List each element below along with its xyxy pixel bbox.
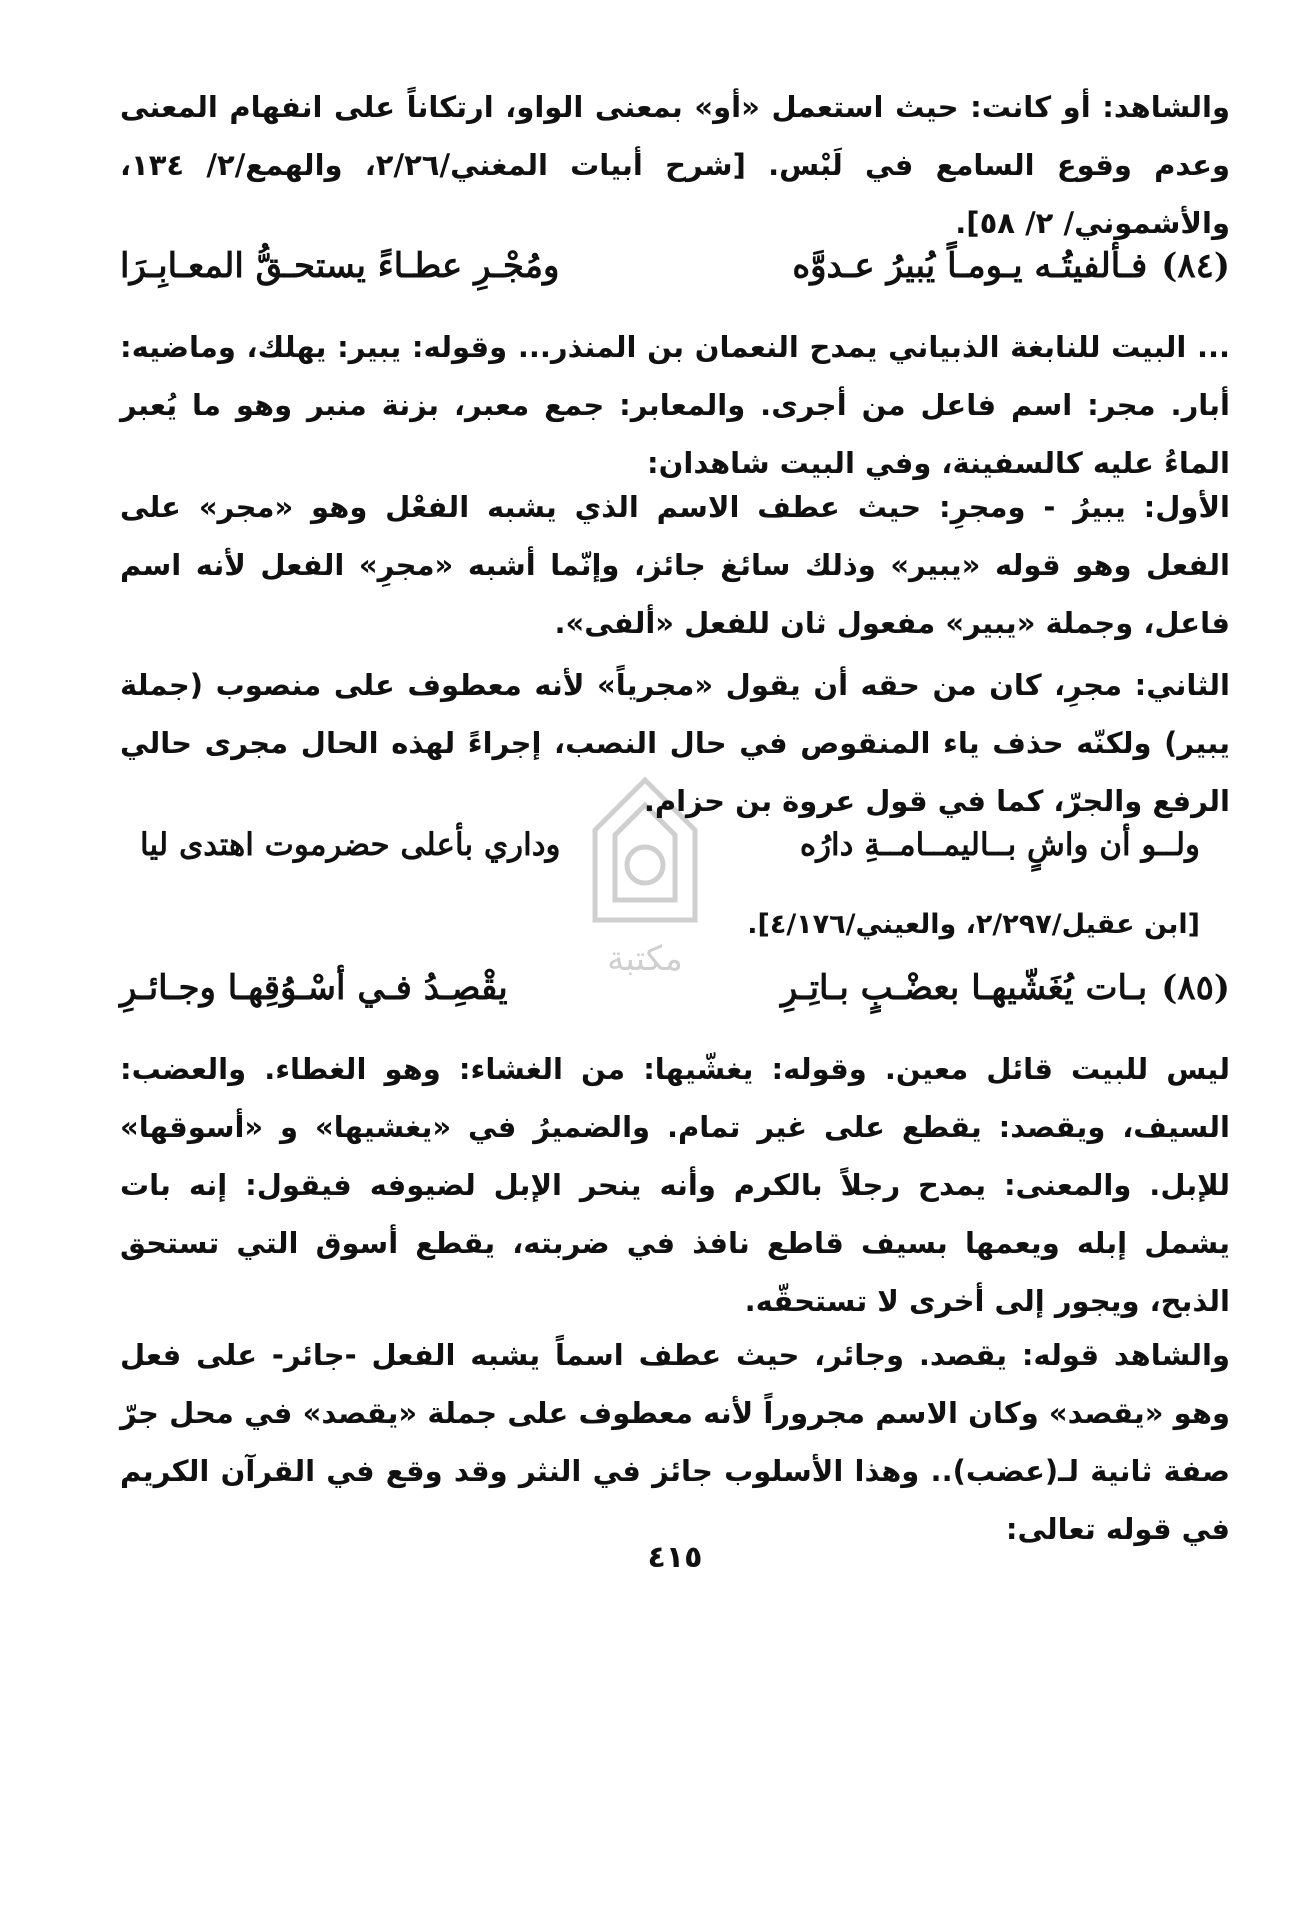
verse-85-number: (٨٥) xyxy=(1161,968,1230,1008)
paragraph-6-text: يقصد. وجائر، حيث عطف اسماً يشبه الفعل -جائر- على فعل وهو «يقصد» وكان الاسم مجروراً لأنه معطوف على جملة «يقصد» في محل جرّ صفة ثانية لـ(عضب).. وهذا الأسلوب جائز في النثر وقد وقع في القرآن الكريم في قوله تعالى: xyxy=(120,1338,1230,1546)
verse-84-number: (٨٤) xyxy=(1161,246,1230,286)
reference-line: [ابن عقيل/٢/٢٩٧، والعيني/٤/١٧٦]. xyxy=(747,909,1200,940)
verse-84-second-hemistich: ومُجْـرِ عطـاءً يستحـقُّ المعـابِـرَا xyxy=(120,246,560,286)
paragraph-3 xyxy=(120,478,1230,652)
paragraph-1 xyxy=(120,78,1230,252)
paragraph-6-lead: والشاهد قوله: xyxy=(1021,1338,1230,1372)
paragraph-3-text: يبيرُ - ومجرِ: حيث عطف الاسم الذي يشبه الفعْل وهو «مجر» على الفعل وهو قوله «يبير» وذلك سائغ جائز، وإنّما أشبه «مجرِ» الفعل لأنه اسم فاعل، وجملة «يبير» مفعول ثان للفعل «ألفى». xyxy=(120,490,1230,640)
verse-84-first-hemistich: فـألفيتُـه يـومـاً يُبيرُ عـدوَّه xyxy=(792,246,1148,286)
verse-urwa xyxy=(140,816,1200,874)
paragraph-2-text: ... البيت للنابغة الذبياني يمدح النعمان بن المنذر... وقوله: يبير: يهلك، وماضيه: أبار. مجر: اسم فاعل من أجرى. والمعابر: جمع معبر، بزنة منبر وهو ما يُعبر الماءُ عليه كالسفينة، وفي البيت شاهدان: xyxy=(120,330,1230,480)
paragraph-2 xyxy=(120,318,1230,492)
verse-84 xyxy=(120,236,1230,296)
paragraph-3-lead: الأول: xyxy=(1143,490,1230,524)
verse-urwa-first-hemistich: ولــو أن واشٍ بــاليمــامــةِ دارُه xyxy=(799,827,1200,863)
paragraph-1-text: أو كانت: حيث استعمل «أو» بمعنى الواو، ارتكاناً على انفهام المعنى وعدم وقوع السامع في لَبْس. [شرح أبيات المغني/٢/٢٦، والهمع/٢/ ١٣٤، والأشموني/ ٢/ ٥٨]. xyxy=(120,90,1230,240)
paragraph-1-lead: والشاهد: xyxy=(1102,90,1230,124)
paragraph-4-lead: الثاني: xyxy=(1134,668,1230,702)
document-page xyxy=(120,78,1230,1868)
paragraph-4-text: مجرِ، كان من حقه أن يقول «مجرياً» لأنه معطوف على منصوب (جملة يبير) ولكنّه حذف ياء المنقوص في حال النصب، إجراءً لهذه الحال مجرى حالي الرفع والجرّ، كما في قول عروة بن حزام. xyxy=(120,668,1230,818)
verse-85 xyxy=(120,958,1230,1018)
watermark-text: مكتبة xyxy=(607,939,683,979)
paragraph-6 xyxy=(120,1326,1230,1558)
verse-85-first-hemistich: بـات يُغَشّيهـا بعضْـبٍ بـاتِـرِ xyxy=(780,968,1148,1008)
paragraph-5-text: ليس للبيت قائل معين. وقوله: يغشّيها: من الغشاء: وهو الغطاء. والعضب: السيف، ويقصد: يقطع على غير تمام. والضميرُ في «يغشيها» و «أسوقها» للإبل. والمعنى: يمدح رجلاً بالكرم وأنه ينحر الإبل لضيوفه فيقول: إنه بات يشمل إبله ويعمها بسيف قاطع نافذ في ضربته، يقطع أسوق التي تستحق الذبح، ويجور إلى أخرى لا تستحقّه. xyxy=(120,1052,1230,1318)
page-number: ٤١٥ xyxy=(647,1540,703,1575)
verse-urwa-second-hemistich: وداري بأعلى حضرموت اهتدى ليا xyxy=(140,827,561,863)
verse-85-second-hemistich: يقْصِـدُ فـي أسْـوُقِهـا وجـائـرِ xyxy=(120,968,508,1008)
paragraph-4 xyxy=(120,656,1230,830)
paragraph-5 xyxy=(120,1040,1230,1330)
